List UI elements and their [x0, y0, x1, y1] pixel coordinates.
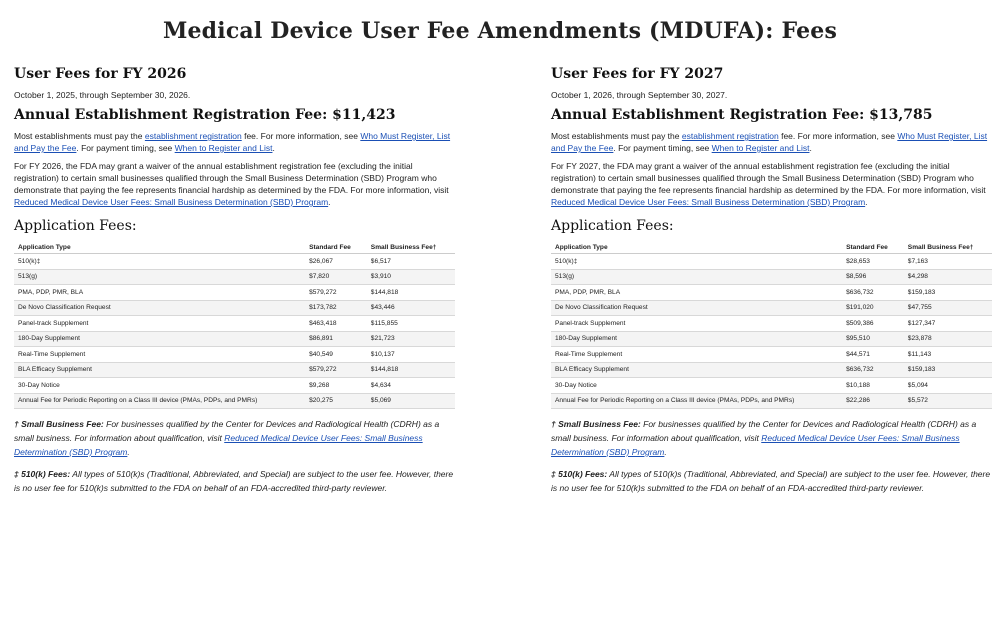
table-row	[14, 269, 455, 285]
fy2027-column	[551, 62, 992, 495]
table-row	[551, 269, 992, 285]
fee-columns	[14, 62, 992, 495]
cell-standard-fee: $8,596	[842, 269, 904, 285]
cell-application-type: De Novo Classification Request	[551, 300, 842, 316]
application-fees-heading: Application Fees:	[551, 218, 674, 234]
cell-standard-fee: $9,268	[305, 378, 367, 394]
510k-fees-note	[551, 467, 992, 495]
header-standard-fee: Standard Fee	[842, 242, 904, 254]
cell-application-type: Annual Fee for Periodic Reporting on a Class III device (PMAs, PDPs, and PMRs)	[14, 393, 305, 409]
waiver-paragraph	[551, 160, 992, 208]
table-row	[14, 331, 455, 347]
cell-small-business-fee: $21,723	[367, 331, 455, 347]
header-small-business-fee: Small Business Fee†	[367, 242, 455, 254]
cell-standard-fee: $463,418	[305, 316, 367, 332]
fy-heading: User Fees for FY 2027	[551, 66, 724, 82]
table-row	[14, 254, 455, 270]
cell-application-type: BLA Efficacy Supplement	[14, 362, 305, 378]
cell-small-business-fee: $4,298	[904, 269, 992, 285]
fy-dates: October 1, 2025, through September 30, 2026.	[14, 90, 191, 100]
establishment-registration-link[interactable]: establishment registration	[144, 131, 242, 141]
table-row	[14, 347, 455, 363]
cell-small-business-fee: $47,755	[904, 300, 992, 316]
cell-standard-fee: $579,272	[305, 362, 367, 378]
text: For FY 2027, the FDA may grant a waiver of the annual establishment registration fee (excluding the initial registration) to certain small businesses qualified through the Small Business Determination (SBD) Program who demonstrate that paying the fee represents financial hardship as determined by the FDA. For more information, visit	[551, 161, 986, 195]
cell-application-type: Panel-track Supplement	[551, 316, 842, 332]
cell-application-type: 30-Day Notice	[14, 378, 305, 394]
table-row	[551, 300, 992, 316]
annual-fee-heading: Annual Establishment Registration Fee: $11,423	[14, 107, 396, 123]
who-must-register-link[interactable]: Who Must Register, List and Pay the Fee	[551, 131, 988, 153]
cell-standard-fee: $7,820	[305, 269, 367, 285]
registration-paragraph	[551, 130, 992, 154]
cell-standard-fee: $509,386	[842, 316, 904, 332]
application-fees-table	[14, 242, 455, 409]
table-row	[551, 393, 992, 409]
cell-application-type: Panel-track Supplement	[14, 316, 305, 332]
cell-small-business-fee: $127,347	[904, 316, 992, 332]
cell-standard-fee: $95,510	[842, 331, 904, 347]
page-title: Medical Device User Fee Amendments (MDUFA): Fees	[162, 18, 838, 44]
small-business-fee-note	[551, 417, 992, 459]
text: .	[865, 197, 868, 207]
fy-heading: User Fees for FY 2026	[14, 66, 187, 82]
header-application-type: Application Type	[14, 242, 305, 254]
table-row	[551, 378, 992, 394]
cell-application-type: Annual Fee for Periodic Reporting on a Class III device (PMAs, PDPs, and PMRs)	[551, 393, 842, 409]
text: All types of 510(k)s (Traditional, Abbreviated, and Special) are subject to the user fee. However, there is no user fee for 510(k)s submitted to the FDA on behalf of an FDA-accredited third-party reviewer.	[14, 469, 454, 493]
table-row	[14, 362, 455, 378]
note-label: † Small Business Fee:	[551, 419, 641, 429]
text: For FY 2026, the FDA may grant a waiver of the annual establishment registration fee (excluding the initial registration) to certain small businesses qualified through the Small Business Determination (SBD) Program who demonstrate that paying the fee represents financial hardship as determined by the FDA. For more information, visit	[14, 161, 449, 195]
cell-application-type: 180-Day Supplement	[14, 331, 305, 347]
cell-application-type: 510(k)‡	[14, 254, 305, 270]
application-fees-table	[551, 242, 992, 409]
table-row	[551, 331, 992, 347]
cell-small-business-fee: $144,818	[367, 285, 455, 301]
table-row	[551, 285, 992, 301]
cell-small-business-fee: $5,069	[367, 393, 455, 409]
cell-standard-fee: $40,549	[305, 347, 367, 363]
sbd-program-link[interactable]: Reduced Medical Device User Fees: Small Business Determination (SBD) Program	[551, 433, 960, 457]
sbd-program-link[interactable]: Reduced Medical Device User Fees: Small Business Determination (SBD) Program	[14, 433, 423, 457]
text: fee. For more information, see	[778, 131, 898, 141]
note-label: ‡ 510(k) Fees:	[14, 469, 71, 479]
fy-dates: October 1, 2026, through September 30, 2027.	[551, 90, 728, 100]
cell-standard-fee: $636,732	[842, 362, 904, 378]
text: . For payment timing, see	[76, 143, 175, 153]
cell-standard-fee: $579,272	[305, 285, 367, 301]
cell-application-type: 513(g)	[551, 269, 842, 285]
cell-application-type: Real-Time Supplement	[551, 347, 842, 363]
sbd-program-link[interactable]: Reduced Medical Device User Fees: Small Business Determination (SBD) Program	[14, 197, 329, 207]
cell-small-business-fee: $6,517	[367, 254, 455, 270]
table-row	[551, 362, 992, 378]
text: .	[328, 197, 331, 207]
cell-application-type: 513(g)	[14, 269, 305, 285]
cell-standard-fee: $636,732	[842, 285, 904, 301]
who-must-register-link[interactable]: Who Must Register, List and Pay the Fee	[14, 131, 451, 153]
annual-fee-heading: Annual Establishment Registration Fee: $13,785	[551, 107, 933, 123]
text: fee. For more information, see	[241, 131, 361, 141]
text: For businesses qualified by the Center for Devices and Radiological Health (CDRH) as a small business. For information about qualification, visit	[551, 419, 977, 443]
table-row	[14, 378, 455, 394]
cell-application-type: BLA Efficacy Supplement	[551, 362, 842, 378]
cell-application-type: Real-Time Supplement	[14, 347, 305, 363]
cell-small-business-fee: $10,137	[367, 347, 455, 363]
note-label: ‡ 510(k) Fees:	[551, 469, 608, 479]
cell-standard-fee: $86,891	[305, 331, 367, 347]
table-header-row	[14, 242, 455, 254]
header-standard-fee: Standard Fee	[305, 242, 367, 254]
header-application-type: Application Type	[551, 242, 842, 254]
table-row	[14, 393, 455, 409]
cell-small-business-fee: $159,183	[904, 362, 992, 378]
waiver-paragraph	[14, 160, 455, 208]
cell-application-type: PMA, PDP, PMR, BLA	[551, 285, 842, 301]
cell-small-business-fee: $23,878	[904, 331, 992, 347]
table-header-row	[551, 242, 992, 254]
cell-small-business-fee: $144,818	[367, 362, 455, 378]
header-small-business-fee: Small Business Fee†	[904, 242, 992, 254]
table-row	[551, 254, 992, 270]
table-row	[14, 316, 455, 332]
cell-application-type: 30-Day Notice	[551, 378, 842, 394]
text: All types of 510(k)s (Traditional, Abbreviated, and Special) are subject to the user fee. However, there is no user fee for 510(k)s submitted to the FDA on behalf of an FDA-accredited third-party reviewer.	[551, 469, 991, 493]
cell-standard-fee: $28,653	[842, 254, 904, 270]
cell-application-type: PMA, PDP, PMR, BLA	[14, 285, 305, 301]
text: .	[127, 447, 130, 457]
note-label: † Small Business Fee:	[14, 419, 104, 429]
cell-small-business-fee: $159,183	[904, 285, 992, 301]
small-business-fee-note	[14, 417, 455, 459]
cell-application-type: 510(k)‡	[551, 254, 842, 270]
table-row	[14, 285, 455, 301]
cell-small-business-fee: $11,143	[904, 347, 992, 363]
when-to-register-link[interactable]: When to Register and List	[711, 143, 810, 153]
text: For businesses qualified by the Center for Devices and Radiological Health (CDRH) as a small business. For information about qualification, visit	[14, 419, 440, 443]
cell-application-type: De Novo Classification Request	[14, 300, 305, 316]
table-row	[14, 300, 455, 316]
cell-standard-fee: $22,286	[842, 393, 904, 409]
text: Most establishments must pay the	[551, 131, 682, 141]
cell-small-business-fee: $5,572	[904, 393, 992, 409]
cell-standard-fee: $44,571	[842, 347, 904, 363]
application-fees-heading: Application Fees:	[14, 218, 137, 234]
text: Most establishments must pay the	[14, 131, 145, 141]
cell-small-business-fee: $43,446	[367, 300, 455, 316]
510k-fees-note	[14, 467, 455, 495]
text: .	[272, 143, 275, 153]
cell-standard-fee: $173,782	[305, 300, 367, 316]
cell-small-business-fee: $3,910	[367, 269, 455, 285]
table-row	[551, 316, 992, 332]
text: .	[664, 447, 667, 457]
cell-standard-fee: $20,275	[305, 393, 367, 409]
table-row	[551, 347, 992, 363]
when-to-register-link[interactable]: When to Register and List	[174, 143, 273, 153]
cell-application-type: 180-Day Supplement	[551, 331, 842, 347]
cell-small-business-fee: $115,855	[367, 316, 455, 332]
cell-small-business-fee: $4,634	[367, 378, 455, 394]
cell-standard-fee: $191,020	[842, 300, 904, 316]
fy2026-column	[14, 62, 455, 495]
cell-small-business-fee: $5,094	[904, 378, 992, 394]
cell-standard-fee: $26,067	[305, 254, 367, 270]
registration-paragraph	[14, 130, 455, 154]
sbd-program-link[interactable]: Reduced Medical Device User Fees: Small Business Determination (SBD) Program	[551, 197, 866, 207]
cell-standard-fee: $10,188	[842, 378, 904, 394]
text: . For payment timing, see	[613, 143, 712, 153]
text: .	[809, 143, 812, 153]
cell-small-business-fee: $7,163	[904, 254, 992, 270]
establishment-registration-link[interactable]: establishment registration	[681, 131, 779, 141]
